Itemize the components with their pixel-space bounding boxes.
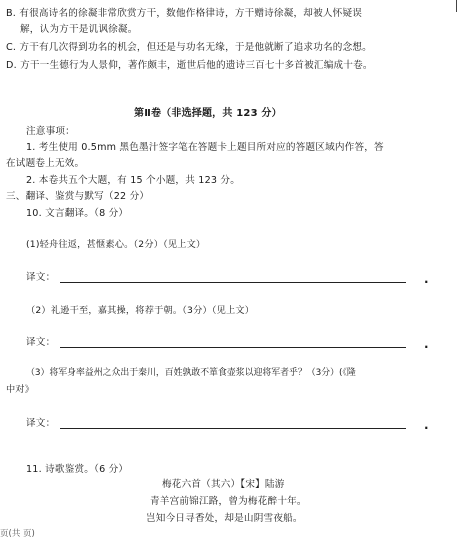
q10-sub3-line2: 中对》 — [6, 384, 35, 395]
poem-line-2: 岂知今日寻香处，却是山阴雪夜船。 — [146, 513, 303, 524]
section3-heading: 三、翻译、鉴赏与默写（22 分） — [6, 191, 150, 202]
notice-1-line2: 在试题卷上无效。 — [6, 158, 85, 169]
notice-heading: 注意事项： — [26, 126, 75, 137]
page-edge-mark — [456, 0, 457, 12]
translation-label-1: 译文： — [26, 272, 56, 283]
option-d: D. 方干一生德行为人景仰，著作颇丰，逝世后他的遗诗三百七十多首被汇编成十卷。 — [6, 60, 373, 71]
answer-line-3[interactable] — [60, 428, 406, 429]
translation-label-3: 译文： — [26, 418, 56, 429]
q10-sub1: (1)轻舟往返，甚惬素心。（2分）（见上文） — [26, 239, 206, 250]
option-b-line2: 解，认为方干是讥讽徐凝。 — [20, 24, 138, 35]
q10-sub3-line1: （3）将军身率益州之众出于秦川，百姓孰敢不箪食壶浆以迎将军者乎？（3分）(《隆 — [26, 368, 356, 378]
option-c: C. 方干有几次得到功名的机会，但还是与功名无缘，于是他就断了追求功名的念想。 — [6, 42, 372, 53]
poem-title: 梅花六首（其六）【宋】陆游 — [162, 479, 285, 490]
q10-heading: 10. 文言翻译。（8 分） — [26, 208, 129, 219]
volume2-title: 第Ⅱ卷（非选择题，共 123 分） — [134, 108, 282, 119]
poem-line-1: 青羊宫前锦江路，曾为梅花醉十年。 — [150, 496, 307, 507]
answer-period-3: . — [424, 418, 429, 432]
notice-2: 2. 本卷共五个大题，有 15 个小题，共 123 分。 — [26, 175, 241, 186]
q11-heading: 11. 诗歌鉴赏。（6 分） — [26, 464, 129, 475]
option-b-line1: B. 有很高诗名的徐凝非常欣赏方干，数他作格律诗，方干赠诗徐凝，却被人怀疑误 — [6, 8, 363, 19]
notice-1-line1: 1. 考生使用 0.5mm 黑色墨汁签字笔在答题卡上题目所对应的答题区域内作答，答 — [26, 142, 384, 153]
answer-period-1: . — [424, 272, 429, 286]
page-footer: 页(共 页) — [0, 529, 35, 539]
answer-line-2[interactable] — [60, 347, 406, 348]
translation-label-2: 译文： — [26, 337, 56, 348]
answer-period-2: . — [424, 337, 429, 351]
q10-sub2: （2）礼逊干至，嘉其操，将荐于朝。（3分）（见上文） — [26, 305, 255, 316]
answer-line-1[interactable] — [60, 282, 406, 283]
